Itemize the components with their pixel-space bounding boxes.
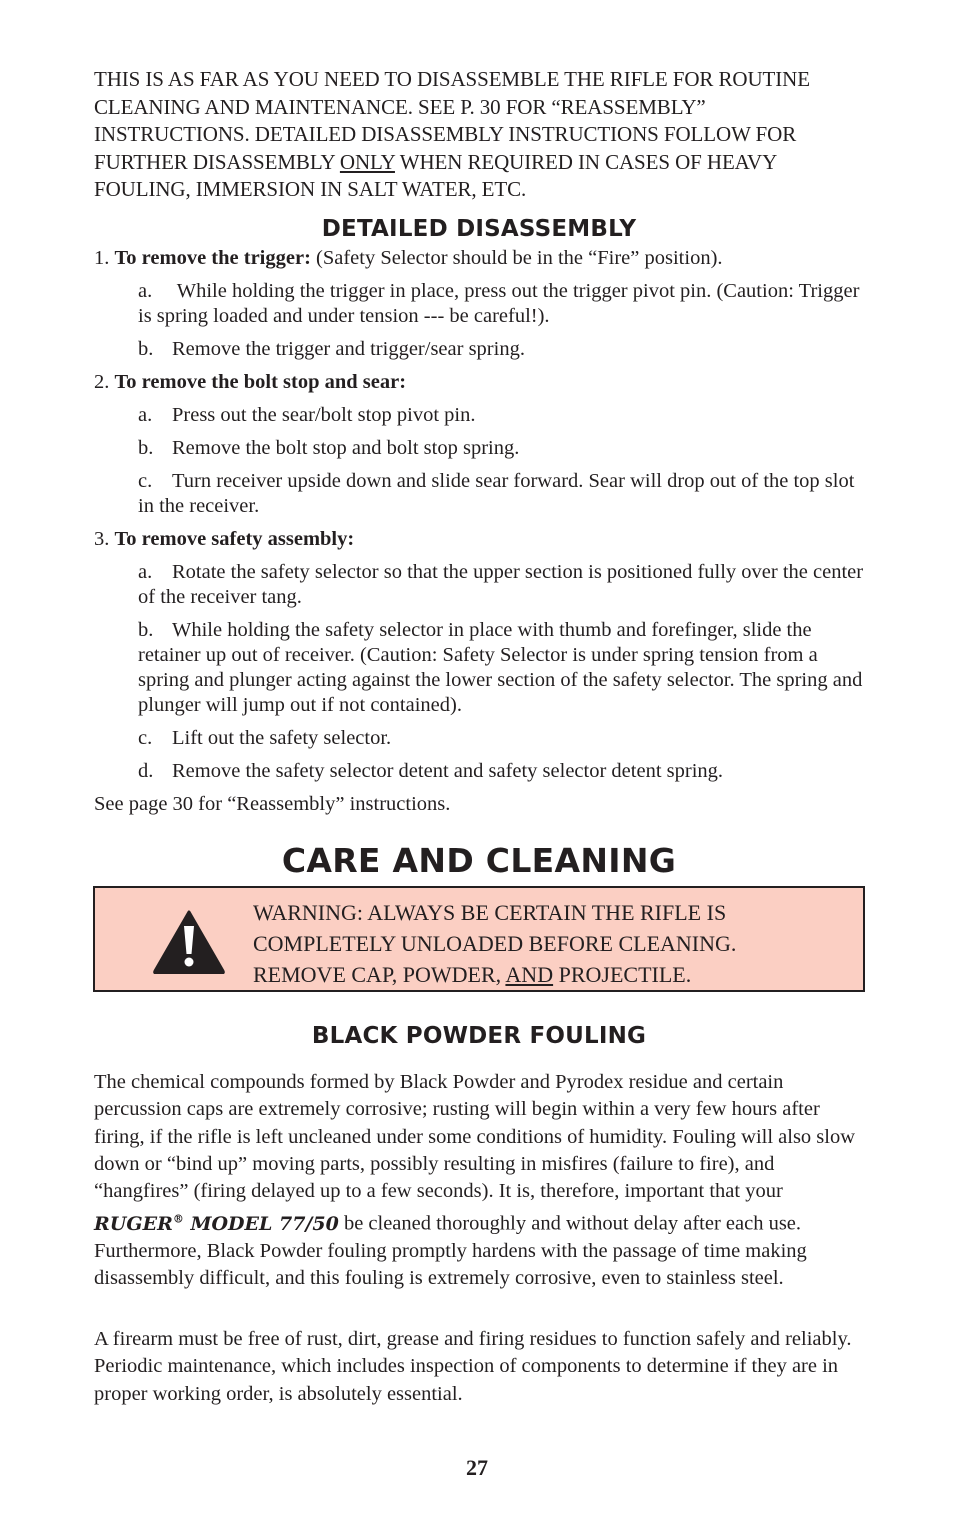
warning-line: COMPLETELY UNLOADED BEFORE CLEANING. [253, 931, 737, 956]
step-3c [138, 726, 864, 751]
warning-line [253, 959, 853, 990]
sub-letter: c. [138, 726, 153, 749]
sub-letter: c. [138, 469, 153, 492]
warning-triangle-icon [151, 908, 227, 974]
step-title: To remove the bolt stop and sear: [114, 370, 407, 393]
step-2 [94, 370, 864, 395]
step-3 [94, 527, 864, 552]
model-name: MODEL 77/50 [183, 1212, 339, 1235]
sub-letter: b. [138, 337, 154, 360]
sub-text: Remove the trigger and trigger/sear spring. [172, 337, 525, 360]
paragraph-text-end: be cleaned thoroughly and without delay after each use. Furthermore, Black Powder fouling promptly hardens with the passage of time making disassembly difficult, and this fouling is extremely corrosive, even to stainless steel. [94, 1212, 807, 1290]
step-1 [94, 246, 864, 271]
sub-text: Press out the sear/bolt stop pivot pin. [172, 403, 476, 426]
step-1a [138, 279, 864, 329]
intro-text-end: WHEN REQUIRED IN CASES OF HEAVY FOULING, IMMERSION IN SALT WATER, ETC. [94, 149, 777, 201]
sub-text: Rotate the safety selector so that the upper section is positioned fully over the center of the receiver tang. [138, 560, 864, 608]
warning-text [253, 897, 853, 990]
sub-letter: b. [138, 436, 154, 459]
intro-text: THIS IS AS FAR AS YOU NEED TO DISASSEMBLE THE RIFLE FOR ROUTINE CLEANING AND MAINTENANCE. SEE P. 30 FOR “REASSEMBLY” INSTRUCTIONS. DETAILED DISASSEMBLY INSTRUCTIONS FOLLOW FOR FURTHER DISASSEMBLY [94, 67, 810, 174]
step-1b [138, 337, 864, 362]
sub-letter: b. [138, 618, 154, 641]
warning-text-part: REMOVE CAP, POWDER, [253, 962, 506, 987]
sub-letter: a. [138, 560, 153, 583]
black-powder-fouling-heading: BLACK POWDER FOULING [311, 1023, 647, 1049]
step-number: 2. [94, 370, 110, 393]
step-3d [138, 759, 864, 784]
page-body [94, 66, 864, 883]
intro-underlined-word: ONLY [339, 149, 395, 174]
step-title: To remove safety assembly: [114, 527, 355, 550]
detailed-disassembly-heading: DETAILED DISASSEMBLY [321, 215, 637, 242]
step-number: 1. [94, 246, 110, 269]
paragraph-text: The chemical compounds formed by Black Powder and Pyrodex residue and certain percussion caps are extremely corrosive; rusting will begin within a very few hours after firing, if the rifle is left uncleaned under some conditions of humidity. Fouling will also slow down or “bind up” moving parts, possibly resulting in misfires (failure to fire), and “hangfires” (firing delayed up to a few seconds). It is, therefore, important that your [94, 1071, 856, 1203]
fouling-paragraph-2: A firearm must be free of rust, dirt, grease and firing residues to function safely and reliably. Periodic maintenance, which includes inspection of components to determine if they are in proper working order, is absolutely essential. [94, 1328, 852, 1405]
step-2a [138, 403, 864, 428]
warning-text-part: PROJECTILE. [553, 962, 692, 987]
step-3b [138, 618, 864, 718]
warning-box [93, 886, 865, 992]
brand-name [94, 1213, 339, 1235]
care-and-cleaning-heading: CARE AND CLEANING [281, 840, 677, 880]
fouling-paragraph-1 [94, 1069, 864, 1293]
step-3a [138, 560, 864, 610]
registered-mark: ® [172, 1212, 184, 1226]
brand-ruger: RUGER [94, 1212, 173, 1235]
step-title: To remove the trigger: [114, 246, 311, 269]
step-note: (Safety Selector should be in the “Fire” position). [310, 246, 723, 269]
step-number: 3. [94, 527, 110, 550]
page-number: 27 [466, 1455, 488, 1480]
sub-text: Lift out the safety selector. [172, 726, 392, 749]
warning-line: WARNING: ALWAYS BE CERTAIN THE RIFLE IS [253, 900, 727, 925]
warning-underlined-word: AND [505, 962, 554, 987]
see-page-note: See page 30 for “Reassembly” instructions. [94, 792, 451, 815]
sub-letter: a. [138, 279, 153, 302]
sub-text: Turn receiver upside down and slide sear forward. Sear will drop out of the top slot in the receiver. [138, 469, 855, 517]
intro-paragraph [94, 66, 864, 204]
sub-text: While holding the safety selector in place with thumb and forefinger, slide the retainer up out of receiver. (Caution: Safety Selector is under spring tension from a spring and plunger acting against the lower section of the safety selector. The spring and plunger will jump out if not contained). [138, 618, 863, 716]
sub-text: Remove the safety selector detent and safety selector detent spring. [172, 759, 724, 782]
step-2c [138, 469, 864, 519]
sub-letter: d. [138, 759, 154, 782]
sub-text: While holding the trigger in place, press out the trigger pivot pin. (Caution: Trigger is spring loaded and under tension --- be careful!). [138, 279, 860, 327]
step-2b [138, 436, 864, 461]
sub-letter: a. [138, 403, 153, 426]
sub-text: Remove the bolt stop and bolt stop spring. [172, 436, 520, 459]
